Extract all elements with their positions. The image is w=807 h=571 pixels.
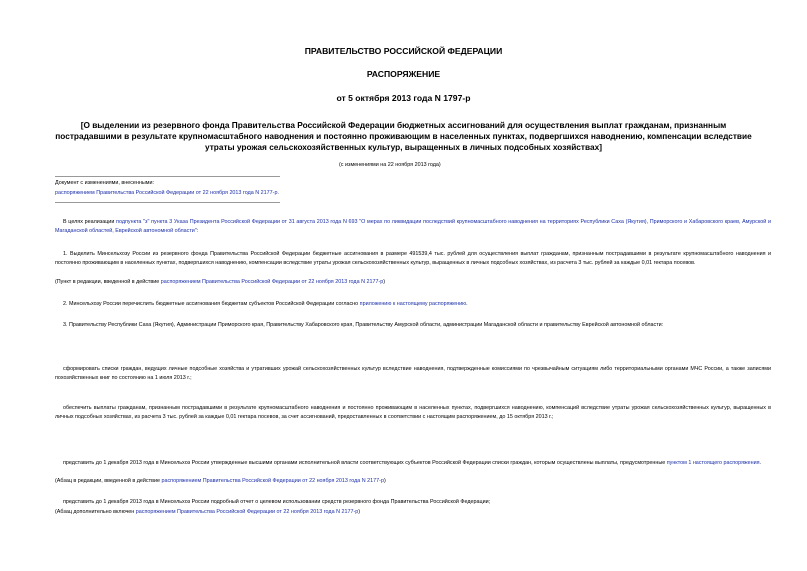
amendments-label: Документ с изменениями, внесенными: — [55, 180, 154, 186]
point-1-link[interactable]: пунктом 1 настоящего распоряжения — [666, 460, 760, 466]
decree-link[interactable]: подпункта "з" пункта 3 Указа Президента Российской Федерации от 31 августа 2013 года N 693 "О мерах по ликвидации последствий крупномасштабного наводнения на территориях Республики Саха (Якутия), Приморского и Хабаровского краев, Амурской и Магаданской областей, Еврейской автономной области" — [55, 219, 771, 235]
intro-paragraph: В целях реализации подпункта "з" пункта 3 Указа Президента Российской Федерации от 31 августа 2013 года N 693 "О мерах по ликвидации последствий крупномасштабного наводнения на территориях Республики Саха (Якутия), Приморского и Хабаровского краев, Амурской и Магаданской областей, Еврейской автономной области": — [55, 219, 771, 235]
paragraph-3-item-3: представить до 1 декабря 2013 года в Минсельхоз России утвержденные высшими органами исполнительной власти соответствующих субъектов Российской Федерации списки граждан, которым осуществлены выплаты, предусмотренные пунктом 1 настоящего распоряжения. — [63, 460, 762, 466]
paragraph-3-item-3-note: (Абзац в редакции, введенной в действие распоряжением Правительства Российской Федерации от 22 ноября 2013 года N 2177-р) — [55, 478, 386, 484]
amendments-link[interactable]: распоряжением Правительства Российской Федерации от 22 ноября 2013 года N 2177-р. — [55, 190, 279, 196]
revision-note: (с изменениями на 22 ноября 2013 года) — [339, 162, 441, 168]
paragraph-3-item-4: представить до 1 декабря 2013 года в Минсельхоз России подробный отчет о целевом использовании средств резервного фонда Правительства Российской Федерации; — [63, 499, 491, 505]
paragraph-2: 2. Минсельхозу России перечислить бюджетные ассигнования бюджетам субъектов Российской Федерации согласно приложению к настоящему распоряжению. — [63, 301, 468, 307]
government-heading: ПРАВИТЕЛЬСТВО РОССИЙСКОЙ ФЕДЕРАЦИИ — [304, 46, 503, 56]
divider-bottom — [55, 202, 280, 203]
document-title: [О выделении из резервного фонда Правительства Российской Федерации бюджетных ассигнований для осуществления выплат гражданам, признанным пострадавшими в результате крупномасштабного наводнения и постоянно проживающим в населенных пунктах, подвергшихся наводнению, компенсации вследствие утраты урожая сельскохозяйственных культур, выращенных в личных подсобных хозяйствах] — [55, 120, 752, 152]
paragraph-3: 3. Правительству Республики Саха (Якутия), Администрации Приморского края, Правительству Хабаровского края, Правительству Амурской области, администрации Магаданской области и правительству Еврейской автономной области: — [63, 322, 664, 328]
amendment-link-3[interactable]: распоряжением Правительства Российской Федерации от 22 ноября 2013 года N 2177-р — [135, 509, 359, 515]
divider-top — [55, 176, 280, 177]
paragraph-3-item-1: сформировать списки граждан, ведущих личные подсобные хозяйства и утративших урожай сельскохозяйственных культур вследствие наводнения, подтвержденные комиссиями по чрезвычайным ситуациям либо территориальными органами МЧС России, а также записями похозяйственных книг по состоянию на 1 июля 2013 г.; — [55, 366, 771, 382]
amendment-link-2[interactable]: распоряжением Правительства Российской Федерации от 22 ноября 2013 года N 2177-р — [161, 478, 384, 484]
amendment-link-1[interactable]: распоряжением Правительства Российской Федерации от 22 ноября 2013 года N 2177-р — [160, 279, 384, 285]
paragraph-3-item-2: обеспечить выплаты гражданам, признанным пострадавшими в результате крупномасштабного наводнения и постоянно проживающим в населенных пунктах, подвергшихся наводнению, компенсаций вследствие утраты урожая сельскохозяйственных культур, выращенных в личных подсобных хозяйствах, из расчета 3 тыс. рублей за каждые 0,01 гектара посевов, за счет ассигнований, предоставленных в соответствии с настоящим распоряжением, до 15 октября 2013 г.; — [55, 405, 771, 421]
paragraph-1-note: (Пункт в редакции, введенной в действие распоряжением Правительства Российской Федерации от 22 ноября 2013 года N 2177-р) — [55, 279, 386, 285]
paragraph-1: 1. Выделить Минсельхозу России из резервного фонда Правительства Российской Федерации бюджетные ассигнования в размере 491539,4 тыс. рублей для осуществления выплат гражданам, признанным пострадавшими в результате крупномасштабного наводнения и постоянно проживающим в населенных пунктах, подвергшихся наводнению, компенсации вследствие утраты урожая сельскохозяйственных культур, выращенных в личных подсобных хозяйствах, из расчета 3 тыс. рублей за каждые 0,01 гектара посевов. — [55, 251, 771, 267]
appendix-link[interactable]: приложению к настоящему распоряжению — [359, 301, 467, 307]
date-number-heading: от 5 октября 2013 года N 1797-р — [336, 93, 471, 103]
paragraph-3-item-4-note: (Абзац дополнительно включен распоряжением Правительства Российской Федерации от 22 ноября 2013 года N 2177-р) — [55, 509, 361, 515]
doc-type-heading: РАСПОРЯЖЕНИЕ — [366, 69, 441, 79]
